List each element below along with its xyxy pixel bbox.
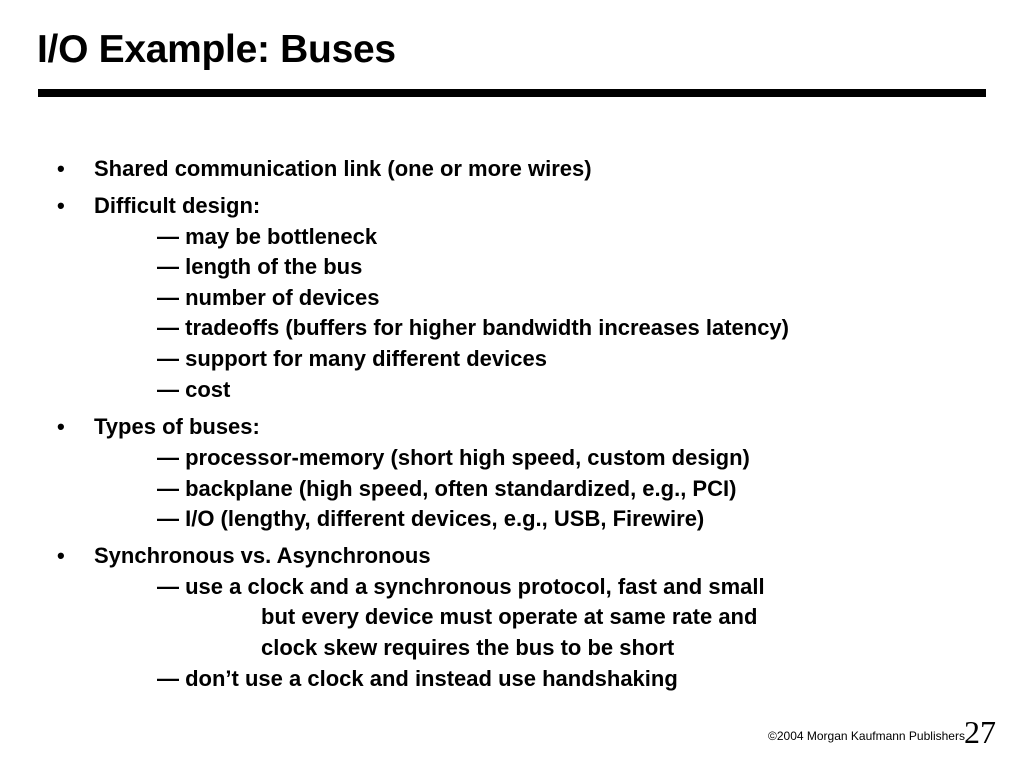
page-number: 27: [964, 714, 996, 750]
bullet-marker: •: [57, 543, 65, 568]
sub-item: — backplane (high speed, often standardized, e.g., PCI): [157, 476, 737, 501]
sub-item: — processor-memory (short high speed, custom design): [157, 445, 750, 470]
bullet-item: Types of buses:: [94, 414, 260, 439]
slide-title: I/O Example: Buses: [37, 28, 396, 71]
sub-item: — support for many different devices: [157, 346, 547, 371]
sub-item: — number of devices: [157, 285, 380, 310]
continuation-line: clock skew requires the bus to be short: [261, 635, 675, 660]
bullet-item: Synchronous vs. Asynchronous: [94, 543, 431, 568]
bullet-marker: •: [57, 414, 65, 439]
sub-item: — length of the bus: [157, 254, 363, 279]
sub-item: — may be bottleneck: [157, 224, 378, 249]
sub-item: — cost: [157, 377, 231, 402]
sub-item: — use a clock and a synchronous protocol, fast and small: [157, 574, 765, 599]
copyright-notice: ©2004 Morgan Kaufmann Publishers: [768, 729, 965, 743]
sub-item: — I/O (lengthy, different devices, e.g., USB, Firewire): [157, 506, 705, 531]
bullet-marker: •: [57, 156, 65, 181]
sub-item: — tradeoffs (buffers for higher bandwidth increases latency): [157, 315, 789, 340]
sub-item: — don’t use a clock and instead use handshaking: [157, 666, 678, 691]
bullet-item: Difficult design:: [94, 193, 261, 218]
continuation-line: but every device must operate at same rate and: [261, 604, 758, 629]
bullet-item: Shared communication link (one or more wires): [94, 156, 592, 181]
bullet-marker: •: [57, 193, 65, 218]
